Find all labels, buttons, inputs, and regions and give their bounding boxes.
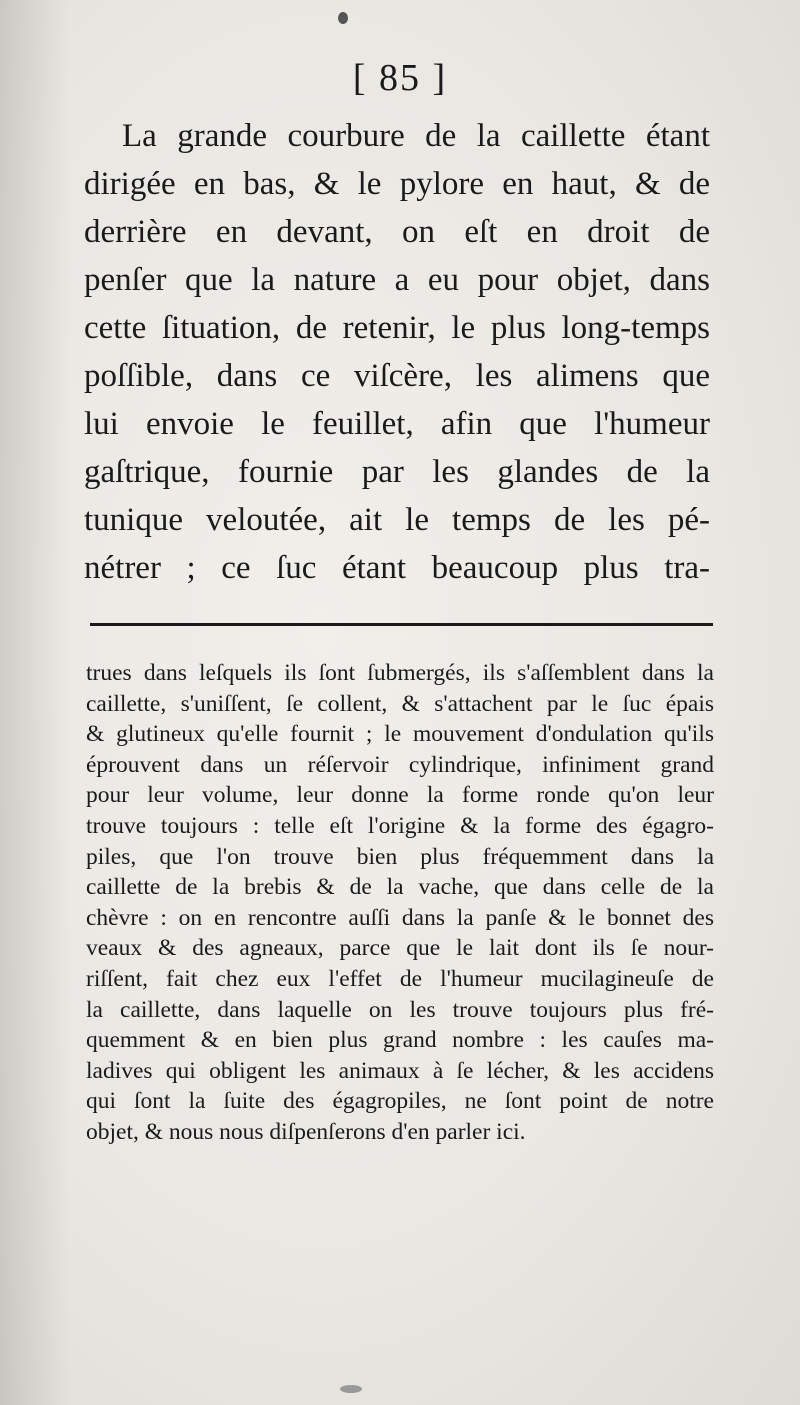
paper-speck (340, 1385, 362, 1393)
footnote-line: caillette de la brebis & de la vache, que dans celle de la (86, 874, 714, 901)
footnote-line: & glutineux qu'elle fournit ; le mouvement d'ondulation qu'ils (86, 721, 714, 748)
page-number: [ 85 ] (352, 57, 448, 99)
footnote-line: objet, & nous nous diſpenſerons d'en parler ici. (86, 1118, 526, 1145)
footnote-line: veaux & des agneaux, parce que le lait dont ils ſe nour- (86, 935, 714, 962)
main-line: dirigée en bas, & le pylore en haut, & de (84, 166, 710, 202)
footnote-line: caillette, s'uniſſent, ſe collent, & s'attachent par le ſuc épais (86, 690, 714, 717)
main-paragraph (84, 112, 710, 592)
main-line: cette ſituation, de retenir, le plus long-temps (84, 310, 710, 346)
main-line: poſſible, dans ce viſcère, les alimens que (84, 358, 710, 394)
main-line: gaſtrique, fournie par les glandes de la (84, 454, 710, 490)
footnote-line: chèvre : on en rencontre auſſi dans la panſe & le bonnet des (86, 904, 714, 931)
main-line: penſer que la nature a eu pour objet, dans (84, 262, 710, 298)
main-line: nétrer ; ce ſuc étant beaucoup plus tra- (84, 550, 710, 586)
footnote-line: la caillette, dans laquelle on les trouve toujours plus fré- (86, 996, 714, 1023)
main-line: La grande courbure de la caillette étant (122, 118, 710, 154)
footnote-line: qui ſont la ſuite des égagropiles, ne ſont point de notre (86, 1088, 714, 1115)
footnote-block (86, 658, 714, 1148)
footnote-line: piles, que l'on trouve bien plus fréquemment dans la (86, 843, 714, 870)
paper-speck (338, 12, 348, 24)
main-line: lui envoie le feuillet, afin que l'humeur (84, 406, 710, 442)
main-line: derrière en devant, on eſt en droit de (84, 214, 710, 250)
footnote-line: quemment & en bien plus grand nombre : les cauſes ma- (86, 1027, 714, 1054)
footnote-line: pour leur volume, leur donne la forme ronde qu'on leur (86, 782, 714, 809)
footnote-line: trouve toujours : telle eſt l'origine & la forme des égagro- (86, 812, 714, 839)
main-line: tunique veloutée, ait le temps de les pé- (84, 502, 710, 538)
page-gutter-shadow (0, 0, 70, 1405)
footnote-line: trues dans leſquels ils ſont ſubmergés, ils s'aſſemblent dans la (86, 660, 714, 686)
footnote-separator-rule (90, 623, 713, 626)
footnote-line: riſſent, fait chez eux l'effet de l'humeur mucilagineuſe de (86, 965, 714, 992)
footnote-line: éprouvent dans un réſervoir cylindrique, infiniment grand (86, 751, 714, 778)
footnote-line: ladives qui obligent les animaux à ſe lécher, & les accidens (86, 1057, 714, 1084)
